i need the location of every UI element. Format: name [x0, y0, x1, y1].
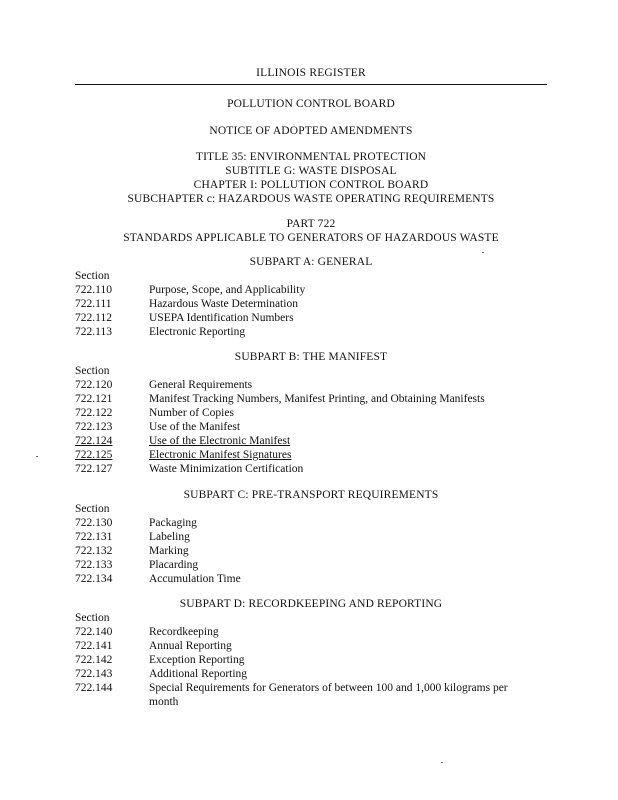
- section-title: Packaging: [149, 517, 197, 529]
- section-entry: [75, 625, 547, 639]
- section-entry: [75, 639, 547, 653]
- section-number: 722.124: [75, 435, 113, 447]
- section-number: 722.133: [75, 559, 113, 571]
- subpart-heading: SUBPART D: RECORDKEEPING AND REPORTING: [179, 598, 443, 610]
- title-line: TITLE 35: ENVIRONMENTAL PROTECTION: [195, 151, 427, 163]
- section-number: 722.113: [75, 326, 112, 338]
- section-title: Exception Reporting: [149, 654, 245, 666]
- section-entry: [75, 325, 547, 339]
- section-title: Electronic Manifest Signatures: [149, 449, 292, 461]
- subchapter-line: SUBCHAPTER c: HAZARDOUS WASTE OPERATING REQUIREMENTS: [127, 193, 495, 205]
- section-entry: [75, 311, 547, 325]
- section-title: Labeling: [149, 531, 190, 543]
- section-entry: [75, 462, 547, 476]
- section-number: 722.122: [75, 407, 113, 419]
- part-number: PART 722: [286, 218, 336, 230]
- section-title: General Requirements: [149, 379, 253, 391]
- section-number: 722.141: [75, 640, 113, 652]
- section-entry: [75, 283, 547, 297]
- chapter-line: CHAPTER I: POLLUTION CONTROL BOARD: [193, 179, 429, 191]
- section-number: 722.134: [75, 573, 113, 585]
- section-entry: [75, 392, 547, 406]
- section-entry-new: [75, 448, 547, 462]
- section-title: Recordkeeping: [149, 626, 219, 638]
- section-entry: [75, 297, 547, 311]
- section-title: Use of the Manifest: [149, 421, 241, 433]
- register-name: ILLINOIS REGISTER: [256, 67, 366, 79]
- section-entry: [75, 530, 547, 544]
- section-title: Marking: [149, 545, 189, 557]
- section-number: 722.143: [75, 668, 113, 680]
- section-entry: [75, 378, 547, 392]
- section-number: 722.142: [75, 654, 113, 666]
- section-title: Additional Reporting: [149, 668, 248, 680]
- section-title: Placarding: [149, 559, 199, 571]
- section-number: 722.140: [75, 626, 113, 638]
- section-number: 722.131: [75, 531, 113, 543]
- section-entry: [75, 558, 547, 572]
- section-entry: [75, 572, 547, 586]
- section-number: 722.144: [75, 682, 113, 694]
- board-name: POLLUTION CONTROL BOARD: [227, 98, 395, 110]
- notice-title: NOTICE OF ADOPTED AMENDMENTS: [209, 125, 413, 137]
- scan-speck: [36, 456, 38, 457]
- section-entry: [75, 420, 547, 434]
- section-column-label: Section: [75, 503, 110, 515]
- section-entry: [75, 667, 547, 681]
- subpart-heading: SUBPART C: PRE-TRANSPORT REQUIREMENTS: [183, 489, 439, 501]
- section-entry: [75, 681, 547, 709]
- section-number: 722.110: [75, 284, 112, 296]
- section-entry: [75, 406, 547, 420]
- section-title: Purpose, Scope, and Applicability: [149, 284, 306, 296]
- header-rule: [75, 84, 547, 85]
- section-title: Manifest Tracking Numbers, Manifest Printing, and Obtaining Manifests: [149, 393, 485, 405]
- section-title: USEPA Identification Numbers: [149, 312, 294, 324]
- section-title: Annual Reporting: [149, 640, 232, 652]
- section-number: 722.132: [75, 545, 113, 557]
- section-title: Number of Copies: [149, 407, 234, 419]
- section-number: 722.127: [75, 463, 113, 475]
- scan-speck: [482, 252, 484, 253]
- section-number: 722.112: [75, 312, 112, 324]
- section-entry: [75, 653, 547, 667]
- subtitle-line: SUBTITLE G: WASTE DISPOSAL: [225, 165, 397, 177]
- section-number: 722.130: [75, 517, 113, 529]
- section-number: 722.125: [75, 449, 113, 461]
- section-entry: [75, 544, 547, 558]
- section-column-label: Section: [75, 270, 110, 282]
- section-number: 722.121: [75, 393, 113, 405]
- section-number: 722.123: [75, 421, 113, 433]
- section-title: Hazardous Waste Determination: [149, 298, 298, 310]
- section-entry: [75, 516, 547, 530]
- scan-speck: [441, 762, 443, 763]
- subpart-heading: SUBPART B: THE MANIFEST: [234, 351, 388, 363]
- section-title: Accumulation Time: [149, 573, 241, 585]
- section-number: 722.111: [75, 298, 112, 310]
- section-number: 722.120: [75, 379, 113, 391]
- register-header: [75, 67, 547, 87]
- section-title: Use of the Electronic Manifest: [149, 435, 291, 447]
- section-title: Electronic Reporting: [149, 326, 246, 338]
- section-title: Waste Minimization Certification: [149, 463, 304, 475]
- part-title: STANDARDS APPLICABLE TO GENERATORS OF HAZARDOUS WASTE: [123, 232, 499, 244]
- section-column-label: Section: [75, 365, 110, 377]
- subpart-heading: SUBPART A: GENERAL: [249, 256, 373, 268]
- section-title: Special Requirements for Generators of between 100 and 1,000 kilograms per month: [149, 682, 508, 708]
- section-column-label: Section: [75, 612, 110, 624]
- section-entry-new: [75, 434, 547, 448]
